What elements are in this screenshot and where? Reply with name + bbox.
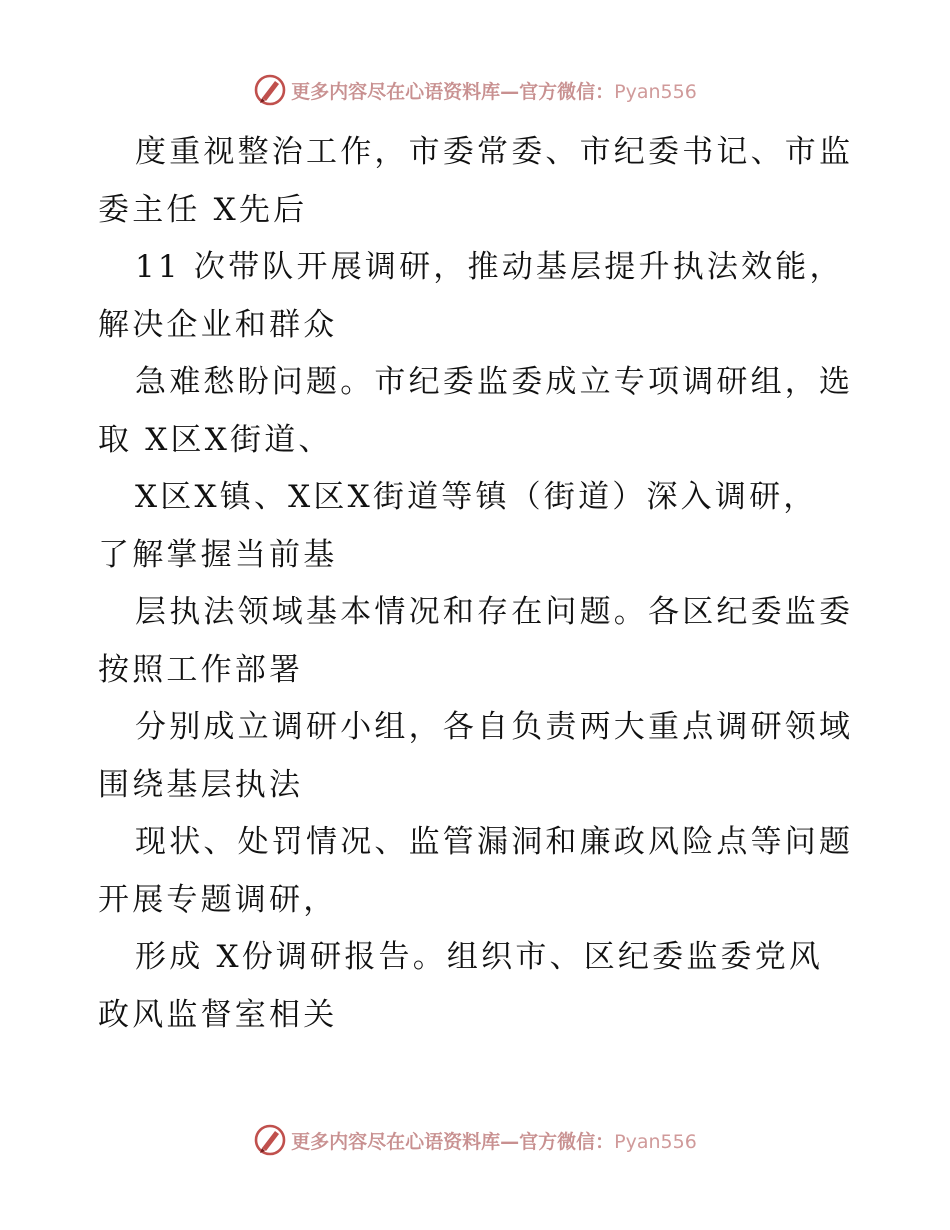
body-line: 11 次带队开展调研，推动基层提升执法效能，: [135, 249, 844, 285]
watermark-wechat-id: Pyan556: [614, 1130, 697, 1153]
header-watermark: [0, 70, 950, 110]
body-line: 分别成立调研小组，各自负责两大重点调研领域: [135, 709, 854, 745]
pen-logo-icon: [253, 1123, 287, 1157]
footer-watermark: [0, 1120, 950, 1160]
body-line: 现状、处罚情况、监管漏洞和廉政风险点等问题: [135, 824, 854, 860]
body-line: 政风监督室相关: [98, 996, 338, 1033]
body-line: 取 X区X街道、: [98, 421, 333, 458]
pen-logo-icon: [253, 73, 287, 107]
body-line: 度重视整治工作，市委常委、市纪委书记、市监: [135, 134, 854, 170]
body-line: 开展专题调研，: [98, 881, 338, 918]
body-line: 围绕基层执法: [98, 766, 304, 803]
watermark-text: [291, 1127, 697, 1154]
document-body: [98, 124, 868, 1044]
watermark-wechat-id: Pyan556: [614, 80, 697, 103]
body-line: 按照工作部署: [98, 651, 304, 688]
body-line: 形成 X份调研报告。组织市、区纪委监委党风: [135, 939, 824, 975]
body-line: 了解掌握当前基: [98, 536, 338, 573]
body-line: 急难愁盼问题。市纪委监委成立专项调研组，选: [135, 364, 854, 400]
watermark-text: [291, 77, 697, 104]
body-line: 层执法领域基本情况和存在问题。各区纪委监委: [135, 594, 854, 630]
watermark-slogan: 更多内容尽在心语资料库—官方微信：: [291, 1130, 615, 1153]
body-line: 解决企业和群众: [98, 306, 338, 343]
body-line: X区X镇、X区X街道等镇（街道）深入调研，: [135, 479, 818, 515]
body-line: 委主任 X先后: [98, 191, 308, 228]
watermark-slogan: 更多内容尽在心语资料库—官方微信：: [291, 80, 615, 103]
